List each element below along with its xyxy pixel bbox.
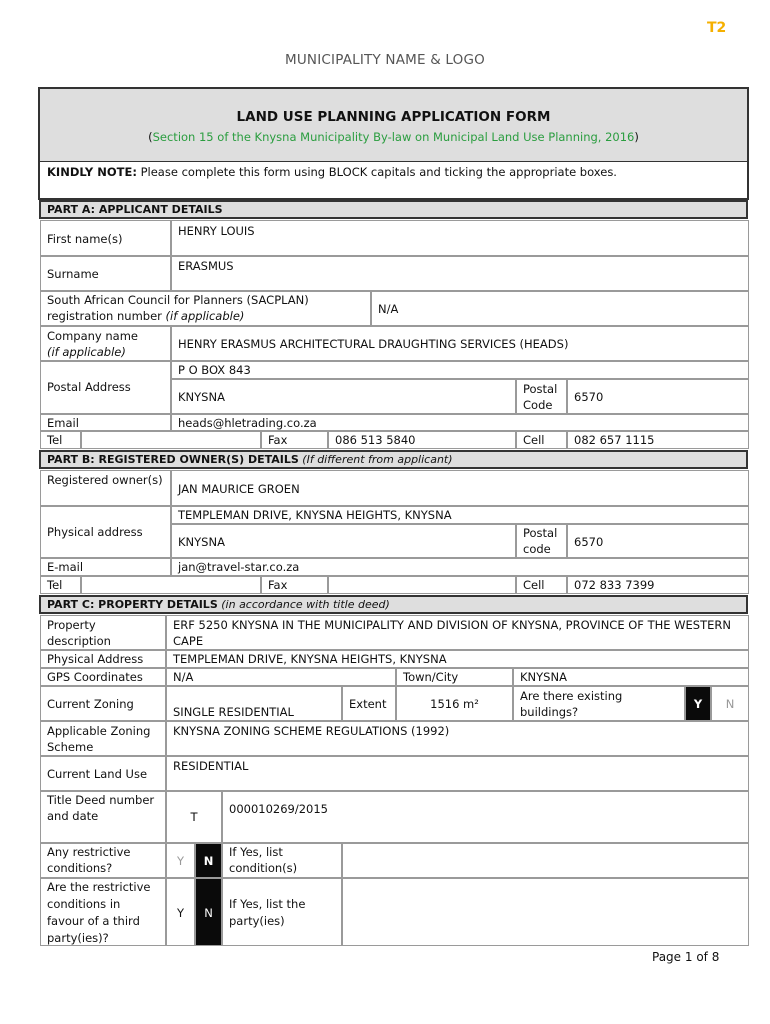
land-use-field[interactable]: RESIDENTIAL — [166, 756, 749, 791]
physical-address-line1[interactable]: TEMPLEMAN DRIVE, KNYSNA HEIGHTS, KNYSNA — [171, 506, 749, 524]
extent-label: Extent — [342, 686, 396, 721]
town-label: Town/City — [396, 668, 513, 686]
restrictive-list-field[interactable] — [342, 843, 749, 878]
cell-label: Cell — [516, 431, 567, 449]
third-party-list-label: If Yes, list the party(ies) — [222, 878, 342, 946]
third-party-no[interactable]: N — [195, 878, 222, 946]
instruction-note — [47, 165, 617, 179]
form-title: LAND USE PLANNING APPLICATION FORM — [236, 109, 551, 125]
fax-field[interactable]: 086 513 5840 — [328, 431, 516, 449]
restrictive-conditions-label: Any restrictive conditions? — [40, 843, 166, 878]
restrictive-conditions-yes[interactable]: Y — [166, 843, 195, 878]
title-deed-prefix: T — [166, 791, 222, 843]
part-c-title: PART C: PROPERTY DETAILS — [47, 598, 218, 611]
postal-address-label: Postal Address — [40, 361, 171, 414]
restrictive-list-label: If Yes, list condition(s) — [222, 843, 342, 878]
sacplan-label-text: South African Council for Planners (SACPLAN) registration number — [47, 293, 309, 323]
company-hint: (if applicable) — [47, 345, 126, 359]
physical-address-line2[interactable]: KNYSNA — [171, 524, 516, 558]
form-header — [40, 89, 747, 162]
part-b-hint: (If different from applicant) — [302, 453, 453, 466]
form-subtitle — [40, 130, 747, 144]
municipality-header: MUNICIPALITY NAME & LOGO — [285, 52, 485, 68]
owner-email-label: E-mail — [40, 558, 171, 576]
title-deed-field[interactable]: 000010269/2015 — [222, 791, 749, 843]
first-name-field[interactable]: HENRY LOUIS — [171, 220, 749, 256]
physical-address-c-label: Physical Address — [40, 650, 166, 668]
existing-buildings-yes[interactable]: Y — [685, 686, 711, 721]
town-field[interactable]: KNYSNA — [513, 668, 749, 686]
surname-label: Surname — [40, 256, 171, 291]
owner-postal-code-label: Postal code — [516, 524, 567, 558]
physical-address-c-field[interactable]: TEMPLEMAN DRIVE, KNYSNA HEIGHTS, KNYSNA — [166, 650, 749, 668]
tel-label: Tel — [40, 431, 81, 449]
part-b-title: PART B: REGISTERED OWNER(S) DETAILS — [47, 453, 299, 466]
surname-field[interactable]: ERASMUS — [171, 256, 749, 291]
property-description-field[interactable]: ERF 5250 KNYSNA IN THE MUNICIPALITY AND DIVISION OF KNYSNA, PROVINCE OF THE WESTERN CAPE — [166, 615, 749, 650]
paren-close: ) — [634, 130, 639, 144]
first-name-label: First name(s) — [40, 220, 171, 256]
part-a-heading — [39, 200, 748, 219]
note-text: Please complete this form using BLOCK capitals and ticking the appropriate boxes. — [136, 165, 617, 179]
existing-buildings-label: Are there existing buildings? — [513, 686, 685, 721]
postal-address-line2[interactable]: KNYSNA — [171, 379, 516, 414]
existing-buildings-no[interactable]: N — [711, 686, 749, 721]
owner-tel-label: Tel — [40, 576, 81, 594]
document-code: T2 — [707, 20, 727, 36]
part-b-heading — [39, 450, 748, 469]
sacplan-label — [40, 291, 371, 326]
bylaw-reference: Section 15 of the Knysna Municipality By-law on Municipal Land Use Planning, 2016 — [152, 130, 635, 144]
part-c-heading — [39, 595, 748, 614]
gps-label: GPS Coordinates — [40, 668, 166, 686]
tel-field[interactable] — [81, 431, 261, 449]
postal-address-line1[interactable]: P O BOX 843 — [171, 361, 749, 379]
owner-tel-field[interactable] — [81, 576, 261, 594]
paren-open: ( — [148, 130, 153, 144]
postal-code-label: Postal Code — [516, 379, 567, 414]
postal-code-field[interactable]: 6570 — [567, 379, 749, 414]
company-field[interactable]: HENRY ERASMUS ARCHITECTURAL DRAUGHTING SERVICES (HEADS) — [171, 326, 749, 361]
restrictive-conditions-no[interactable]: N — [195, 843, 222, 878]
fax-label: Fax — [261, 431, 328, 449]
property-description-label: Property description — [40, 615, 166, 650]
current-zoning-field[interactable]: SINGLE RESIDENTIAL — [166, 686, 342, 721]
part-c-hint: (in accordance with title deed) — [221, 598, 390, 611]
email-field[interactable]: heads@hletrading.co.za — [171, 414, 749, 431]
zoning-scheme-label: Applicable Zoning Scheme — [40, 721, 166, 756]
company-label — [40, 326, 171, 361]
owner-fax-field[interactable] — [328, 576, 516, 594]
page-number: Page 1 of 8 — [652, 950, 720, 964]
company-label-text: Company name — [47, 329, 138, 343]
part-a-title: PART A: APPLICANT DETAILS — [47, 203, 223, 216]
physical-address-label: Physical address — [40, 506, 171, 558]
owner-cell-field[interactable]: 072 833 7399 — [567, 576, 749, 594]
owner-fax-label: Fax — [261, 576, 328, 594]
owner-field[interactable]: JAN MAURICE GROEN — [171, 470, 749, 506]
gps-field[interactable]: N/A — [166, 668, 396, 686]
title-deed-label: Title Deed number and date — [40, 791, 166, 843]
current-zoning-label: Current Zoning — [40, 686, 166, 721]
cell-field[interactable]: 082 657 1115 — [567, 431, 749, 449]
owner-label: Registered owner(s) — [40, 470, 171, 506]
extent-field[interactable]: 1516 m² — [396, 686, 513, 721]
third-party-label: Are the restrictive conditions in favour of a third party(ies)? — [40, 878, 166, 946]
owner-postal-code-field[interactable]: 6570 — [567, 524, 749, 558]
email-label: Email — [40, 414, 171, 431]
land-use-label: Current Land Use — [40, 756, 166, 791]
sacplan-field[interactable]: N/A — [371, 291, 749, 326]
third-party-yes[interactable]: Y — [166, 878, 195, 946]
third-party-list-field[interactable] — [342, 878, 749, 946]
sacplan-hint: (if applicable) — [165, 309, 245, 323]
note-label: KINDLY NOTE: — [47, 165, 137, 179]
owner-email-field[interactable]: jan@travel-star.co.za — [171, 558, 749, 576]
owner-cell-label: Cell — [516, 576, 567, 594]
zoning-scheme-field[interactable]: KNYSNA ZONING SCHEME REGULATIONS (1992) — [166, 721, 749, 756]
